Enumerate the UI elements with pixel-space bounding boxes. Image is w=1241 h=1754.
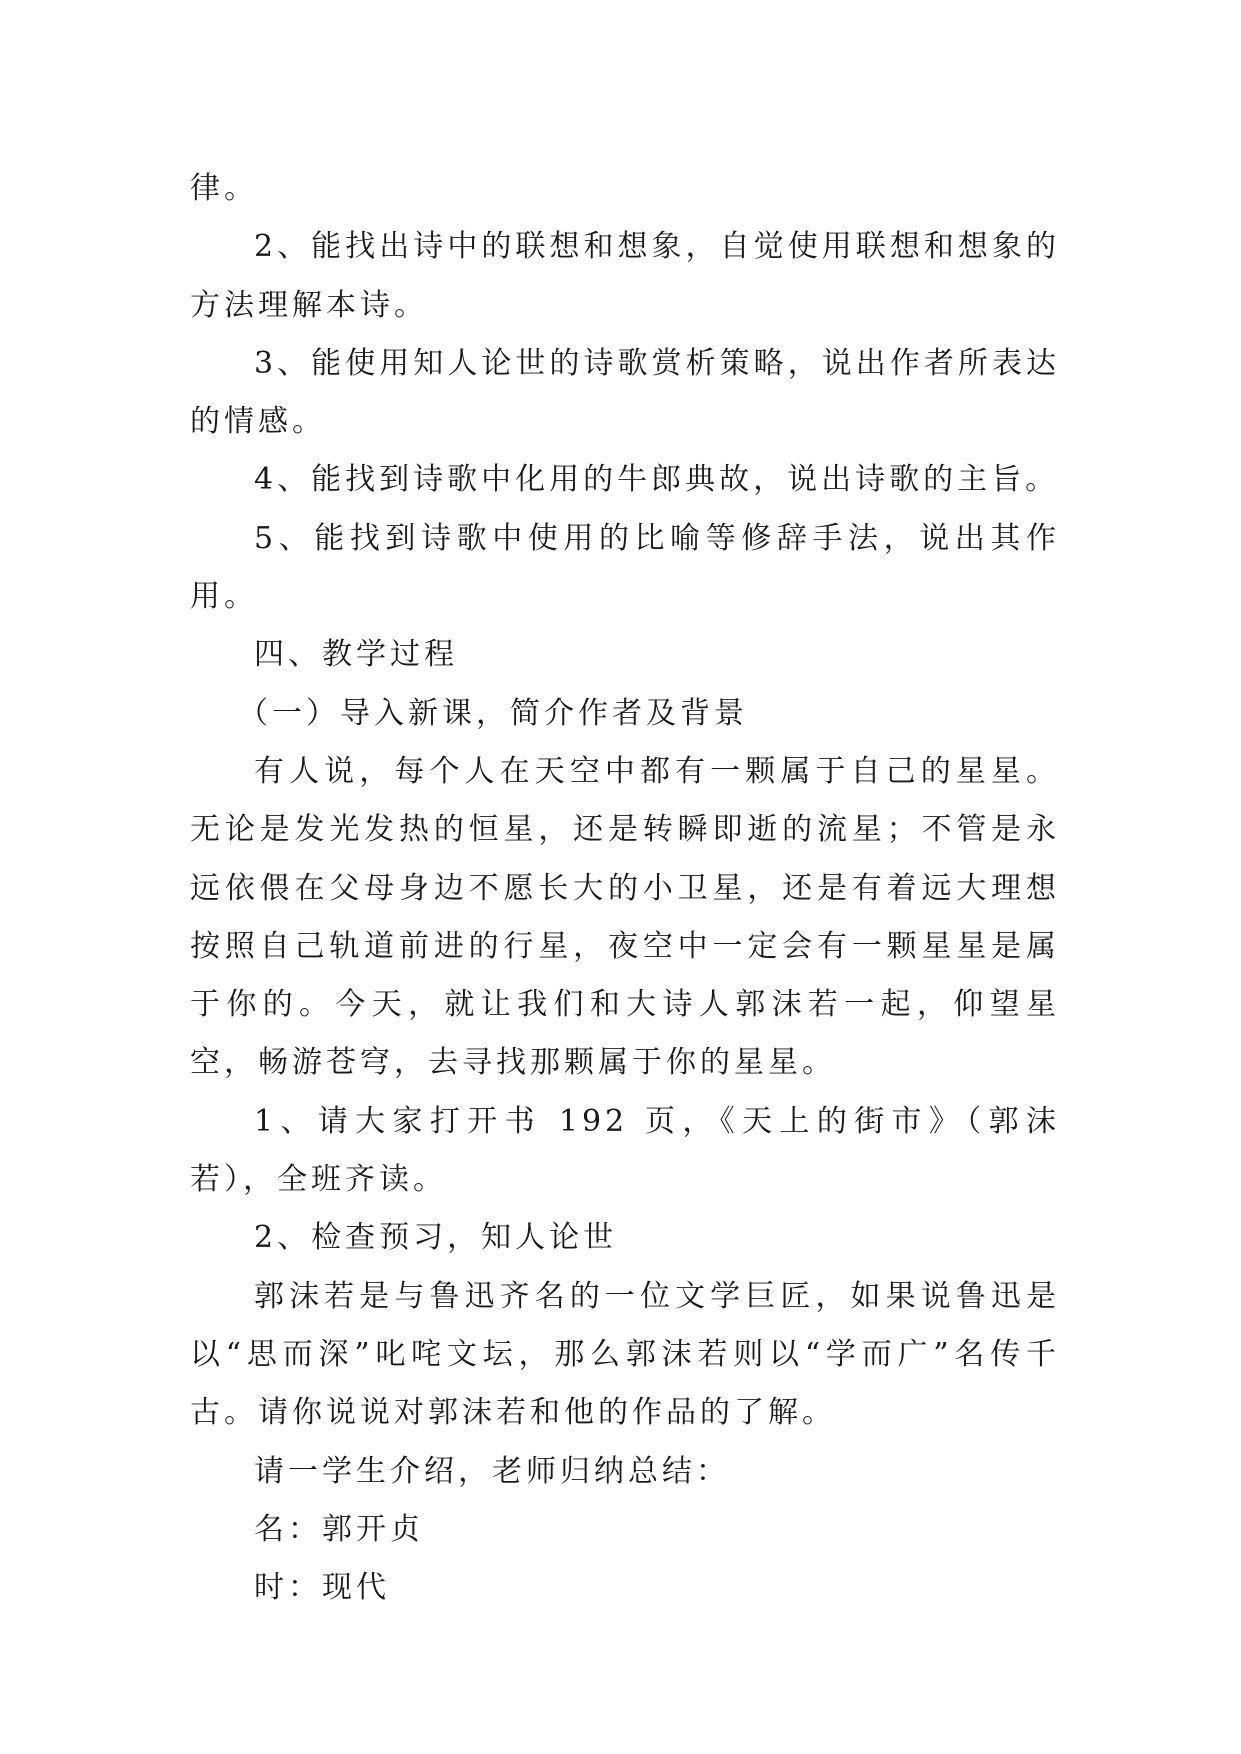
step-1-reading: 1、请大家打开书 192 页，《天上的街市》（郭沫若），全班齐读。 — [190, 1103, 1060, 1198]
document-body — [190, 160, 1060, 1617]
step-2-preview-check: 2、检查预习，知人论世 — [254, 1220, 618, 1256]
author-era-line: 时：现代 — [254, 1570, 390, 1606]
subsection-heading-introduction: （一）导入新课，简介作者及背景 — [238, 695, 748, 731]
section-heading-teaching-process: 四、教学过程 — [254, 637, 458, 673]
objective-5: 5、能找到诗歌中使用的比喻等修辞手法，说出其作用。 — [190, 520, 1060, 615]
author-name-line: 名：郭开贞 — [254, 1511, 424, 1547]
paragraph-introduction: 有人说，每个人在天空中都有一颗属于自己的星星。无论是发光发热的恒星，还是转瞬即逝的流星；不管是永远依偎在父母身边不愿长大的小卫星，还是有着远大理想按照自己轨道前进的行星，夜空中一定会有一颗星星是属于你的。今天，就让我们和大诗人郭沫若一起，仰望星空，畅游苍穹，去寻找那颗属于你的星星。 — [190, 753, 1060, 1081]
paragraph-continuation: 律。 — [190, 171, 258, 206]
objective-4: 4、能找到诗歌中化用的牛郎典故，说出诗歌的主旨。 — [254, 462, 1060, 498]
paragraph-student-intro: 请一学生介绍，老师归纳总结： — [254, 1453, 730, 1489]
paragraph-author-intro: 郭沫若是与鲁迅齐名的一位文学巨匠，如果说鲁迅是以“思而深”叱咤文坛，那么郭沫若则以“学而广”名传千古。请你说说对郭沫若和他的作品的了解。 — [190, 1278, 1060, 1431]
objective-3: 3、能使用知人论世的诗歌赏析策略，说出作者所表达的情感。 — [190, 345, 1060, 440]
objective-2: 2、能找出诗中的联想和想象，自觉使用联想和想象的方法理解本诗。 — [190, 229, 1060, 323]
